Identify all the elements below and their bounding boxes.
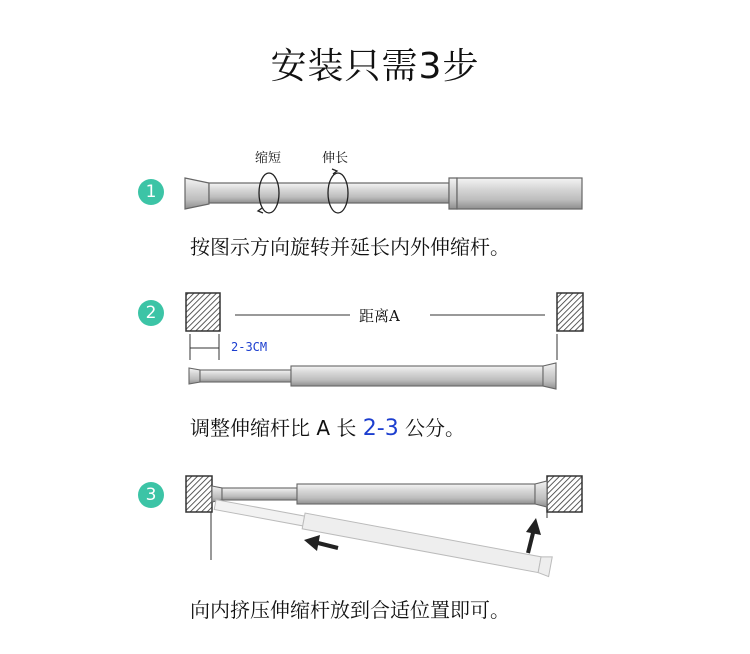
distance-label: 距离A (353, 305, 406, 326)
step2-rod (189, 363, 556, 389)
step1-rod (185, 178, 582, 209)
step3-badge: 3 (138, 482, 164, 508)
step3-rod-tilted (213, 495, 552, 577)
push-left-arrow-icon (304, 535, 338, 551)
step1-badge: 1 (138, 179, 164, 205)
gap-label: 2-3CM (231, 340, 268, 354)
step2-text-end: 公分。 (398, 416, 466, 440)
step2-text-start: 调整伸缩杆比 A 长 (190, 416, 363, 440)
step2-wall-right (557, 293, 583, 331)
extend-label: 伸长 (322, 151, 349, 166)
step2-badge: 2 (138, 300, 164, 326)
step2-wall-left (186, 293, 220, 331)
step3-wall-left (186, 476, 212, 512)
step3-rod-installed (212, 481, 547, 507)
step1-instruction: 按图示方向旋转并延长内外伸缩杆。 (190, 235, 510, 259)
page-title: 安装只需3步 (270, 46, 480, 87)
step2-instruction (190, 412, 465, 441)
shorten-label: 缩短 (255, 151, 282, 166)
step2-text-highlight: 2-3 (362, 416, 399, 441)
step3-wall-right (547, 476, 582, 512)
step3-instruction: 向内挤压伸缩杆放到合适位置即可。 (190, 598, 510, 622)
push-up-arrow-icon (526, 518, 541, 553)
